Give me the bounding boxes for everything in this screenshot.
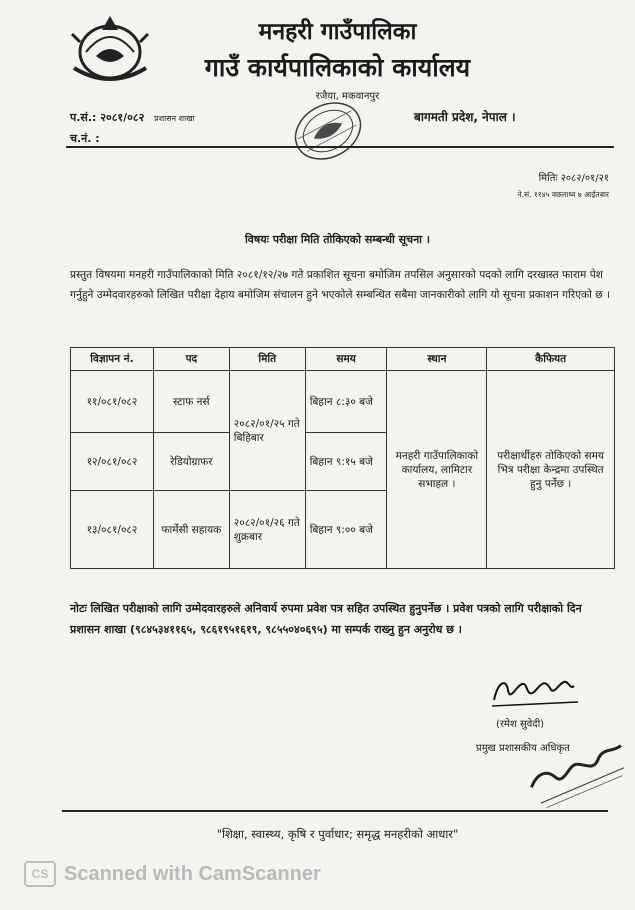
header-date: मिति [229, 348, 305, 371]
camscanner-text: Scanned with CamScanner [64, 862, 321, 885]
time-cell: बिहान ९:१५ बजे [305, 433, 387, 491]
date-cell: २०८२/०१/२५ गते बिहिबार [229, 371, 305, 491]
post-cell: रेडियोग्राफर [153, 433, 229, 491]
nepal-sambat-date: ने.सं. ११४५ वछलाथ्व ७ आईतबार [517, 190, 609, 199]
header-ad-no: विज्ञापन नं. [71, 348, 154, 371]
signatory-designation: प्रमुख प्रशासकीय अधिकृत [476, 743, 570, 754]
camscanner-watermark [24, 861, 321, 887]
signature-stamp [520, 742, 635, 808]
ad-no-cell: १३/०८१/०८२ [71, 491, 154, 569]
office-stamp [268, 84, 388, 178]
reference-section: प्रशासन शाखा [154, 114, 195, 123]
camscanner-logo-icon: CS [24, 861, 56, 887]
notice-subject: विषयः परीक्षा मिति तोकिएको सम्बन्धी सूचना । [244, 233, 431, 246]
office-name: गाउँ कार्यपालिकाको कार्यालय [204, 53, 471, 82]
footer-slogan: "शिक्षा, स्वास्थ्य, कृषि र पुर्वाधार; समृद्ध मनहरीको आधार" [216, 827, 459, 841]
remarks-cell: परीक्षार्थीहरु तोकिएको समय भित्र परीक्षा केन्द्रमा उपस्थित हुनु पर्नेछ । [487, 371, 615, 569]
table-header-row [71, 348, 615, 371]
reference-number-text: प.सं.: २०८१/०८२ [70, 111, 145, 124]
note-text: नोटः लिखित परीक्षाको लागि उम्मेदवारहरुले अनिवार्य रुपमा प्रवेश पत्र सहित उपस्थित हुनुपर्नेछ । प्रवेश पत्रको लागि परीक्षाको दिन प्रशासन शाखा (९८४५३४११६५, ९८६१९५१६१९, ९८५५०४०६९५) मा सम्पर्क राख्नु हुन अनुरोध छ । [70, 602, 582, 636]
date-cell: २०८२/०१/२६ गते शुक्रबार [229, 491, 305, 569]
issue-date: मितिः २०८२/०१/२१ [538, 173, 609, 184]
notice-paragraph: प्रस्तुत विषयमा मनहरी गाउँपालिकाको मिति २०८१/१२/२७ गते प्रकाशित सूचना बमोजिम तपसिल अनुसारको पदको लागि दरखास्त फाराम पेश गर्नुहुने उम्मेदवारहरुको लिखित परीक्षा देहाय बमोजिम संचालन हुने भएकोले सम्बन्धित सबैमा जानकारीको लागि यो सूचना प्रकाशन गरिएको छ । [70, 269, 611, 301]
province-label: बागमती प्रदेश, नेपाल । [414, 110, 516, 124]
reference-number [70, 110, 195, 125]
post-cell: फार्मेसी सहायक [153, 491, 229, 569]
exam-schedule-table [70, 347, 615, 569]
handwritten-signature [488, 672, 583, 712]
post-cell: स्टाफ नर्स [153, 371, 229, 433]
header-remarks: कैफियत [487, 348, 615, 371]
header-time: समय [305, 348, 387, 371]
municipality-name: मनहरी गाउँपालिका [258, 19, 417, 45]
header-place: स्थान [387, 348, 487, 371]
footer-divider [62, 810, 608, 812]
header-post: पद [153, 348, 229, 371]
time-cell: बिहान ९:०० बजे [305, 491, 387, 569]
ad-no-cell: ११/०८१/०८२ [71, 371, 154, 433]
time-cell: बिहान ८:३० बजे [305, 371, 387, 433]
office-location: रजैया, मकवानपुर [315, 91, 380, 102]
table-row [71, 371, 615, 433]
ad-no-cell: १२/०८१/०८२ [71, 433, 154, 491]
header-divider [66, 146, 614, 148]
place-cell: मनहरी गाउँपालिकाको कार्यालय, लामिटार सभाहल । [387, 371, 487, 569]
dispatch-number: च.नं. : [70, 132, 100, 145]
signatory-name: (रमेश सुवेदी) [496, 719, 545, 730]
